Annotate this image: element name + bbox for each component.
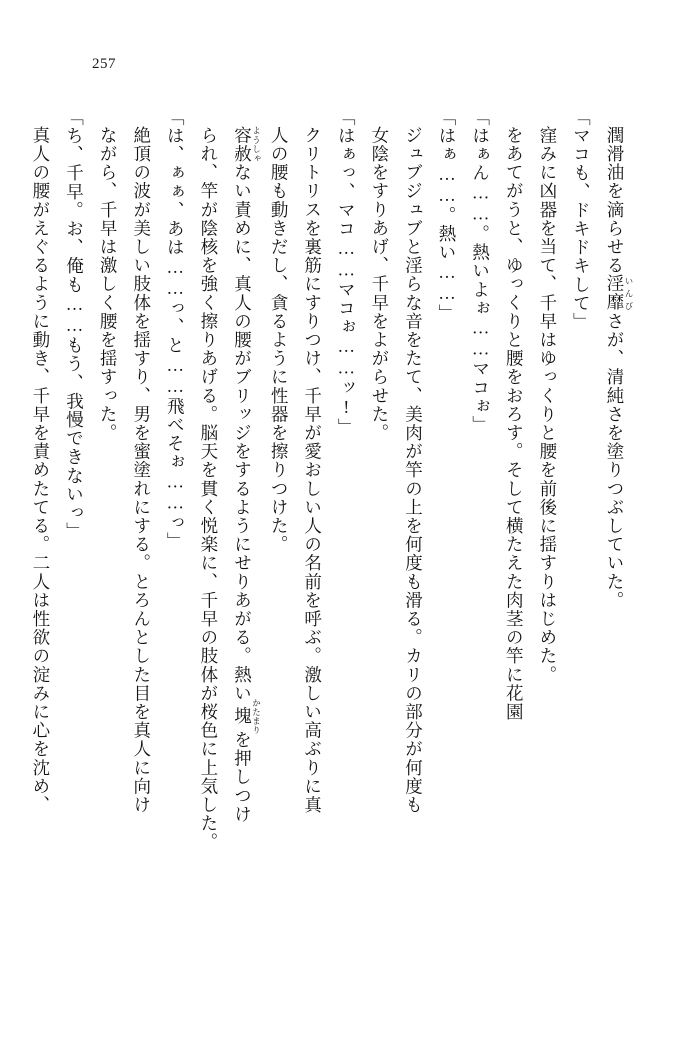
paragraph: をあてがうと、ゆっくりと腰をおろす。そして横たえた肉茎の竿に花園 bbox=[504, 125, 525, 721]
paragraph: 「は、ぁぁ、あは……っ、と……飛べそぉ……っ」 bbox=[165, 108, 186, 551]
paragraph: 女陰をすりあげ、千早をよがらせた。 bbox=[369, 125, 390, 442]
paragraph: 容赦 ようしゃない責めに、真人の腰がブリッジをするようにせりあがる。熱い塊 かたまりを押しつけ bbox=[232, 125, 262, 824]
paragraph: 「はぁっ、マコ……マコぉ……ッ!」 bbox=[336, 108, 357, 437]
paragraph: 「はぁん……。熱いよぉ……マコぉ」 bbox=[470, 108, 491, 435]
paragraph: 「はぁ……。熱い……」 bbox=[437, 108, 458, 323]
paragraph: 潤滑油を滴らせる淫靡 いんびさが、清純さを塗りつぶしていた。 bbox=[605, 125, 634, 610]
ruby-inbi: 淫靡 いんび bbox=[605, 274, 634, 312]
paragraph: ながら、千早は激しく腰を揺すった。 bbox=[98, 125, 119, 442]
paragraph: 真人の腰がえぐるように動き、千早を責めたてる。二人は性欲の淀みに心を沈め、 bbox=[30, 125, 51, 814]
ruby-yousha: 容赦 ようしゃ bbox=[232, 125, 262, 163]
paragraph: られ、竿が陰核を強く擦りあげる。脳天を貫く悦楽に、千早の肢体が桜色に上気した。 bbox=[198, 125, 219, 851]
page-number: 257 bbox=[92, 56, 116, 72]
paragraph: ジュブジュブと淫らな音をたて、美肉が竿の上を何度も滑る。カリの部分が何度も bbox=[403, 125, 424, 814]
page-text-body bbox=[30, 108, 634, 1008]
paragraph: 「ち、千早。お、俺も……もう、我慢できないっ」 bbox=[64, 108, 85, 541]
paragraph: 人の腰も動きだし、貪るように性器を擦りつけた。 bbox=[269, 125, 290, 554]
paragraph: クリトリスを裏筋にすりつけ、千早が愛おしい人の名前を呼ぶ。激しい高ぶりに真 bbox=[302, 125, 323, 814]
paragraph: 「マコも、ドキドキして」 bbox=[571, 108, 592, 332]
ruby-katamari: 塊 かたまり bbox=[232, 698, 262, 735]
paragraph: 窪みに凶器を当て、千早はゆっくりと腰を前後に揺すりはじめた。 bbox=[537, 125, 558, 684]
paragraph: 絶頂の波が美しい肢体を揺すり、男を蜜塗れにする。とろんとした目を真人に向け bbox=[131, 125, 152, 814]
